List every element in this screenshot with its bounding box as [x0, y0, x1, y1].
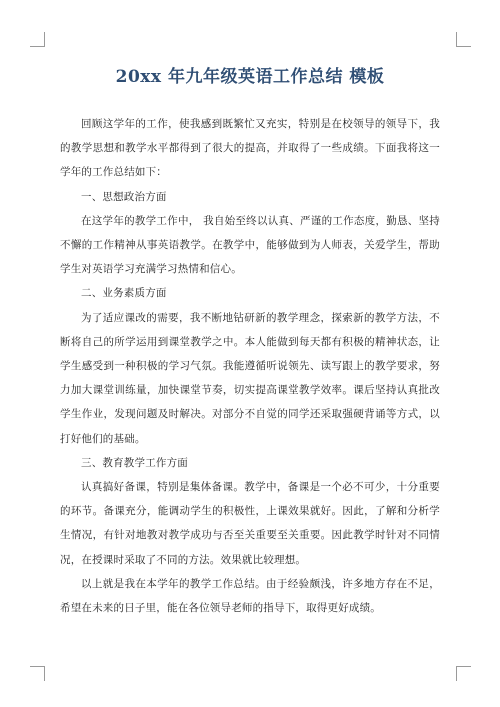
- intro-paragraph: 回顾这学年的工作，使我感到既繁忙又充实，特别是在校领导的领导下，我的教学思想和教学水平都得到了很大的提高，并取得了一些成绩。下面我将这一学年的工作总结如下：: [60, 118, 440, 179]
- crop-mark-bottom-right: [456, 666, 471, 681]
- document-body: [60, 112, 440, 620]
- section-heading-political: 一、思想政治方面: [81, 190, 167, 203]
- crop-mark-bottom-left: [30, 666, 45, 681]
- crop-mark-top-left: [30, 32, 45, 47]
- crop-mark-top-right: [456, 32, 471, 47]
- teaching-paragraph: 认真搞好备课，特别是集体备课。教学中，备课是一个必不可少，十分重要的环节。备课充分，能调动学生的积极性，上课效果就好。因此，了解和分析学生情况，有针对地教对教学成功与否至关重要至关重要。因此教学时针对不同情况，在授课时采取了不同的方法。效果就比较理想。: [60, 481, 440, 566]
- political-paragraph: 在这学年的教学工作中， 我自始至终以认真、严谨的工作态度，勤恳、坚持不懈的工作精神从事英语教学。在教学中，能够做到为人师表，关爱学生，帮助学生对英语学习充满学习热情和信心。: [60, 214, 440, 276]
- professional-paragraph: 为了适应课改的需要，我不断地钻研新的教学理念，探索新的教学方法，不断将自己的所学运用到课堂教学之中。本人能做到每天都有积极的精神状态，让学生感受到一种积极的学习气氛。我能遵循听说领先、读写跟上的教学要求，努力加大课堂训练量，加快课堂节奏，切实提高课堂教学效率。课后坚持认真批改学生作业，发现问题及时解决。对部分不自觉的同学还采取强硬背诵等方式，以打好他们的基础。: [60, 311, 440, 445]
- section-heading-teaching: 三、教育教学工作方面: [81, 456, 188, 469]
- section-heading-professional: 二、业务素质方面: [81, 287, 167, 300]
- document-title: 20xx 年九年级英语工作总结 模板: [115, 67, 385, 87]
- conclusion-paragraph: 以上就是我在本学年的教学工作总结。由于经验颇浅，许多地方存在不足，希望在未来的日子里，能在各位领导老师的指导下，取得更好成绩。: [60, 577, 440, 615]
